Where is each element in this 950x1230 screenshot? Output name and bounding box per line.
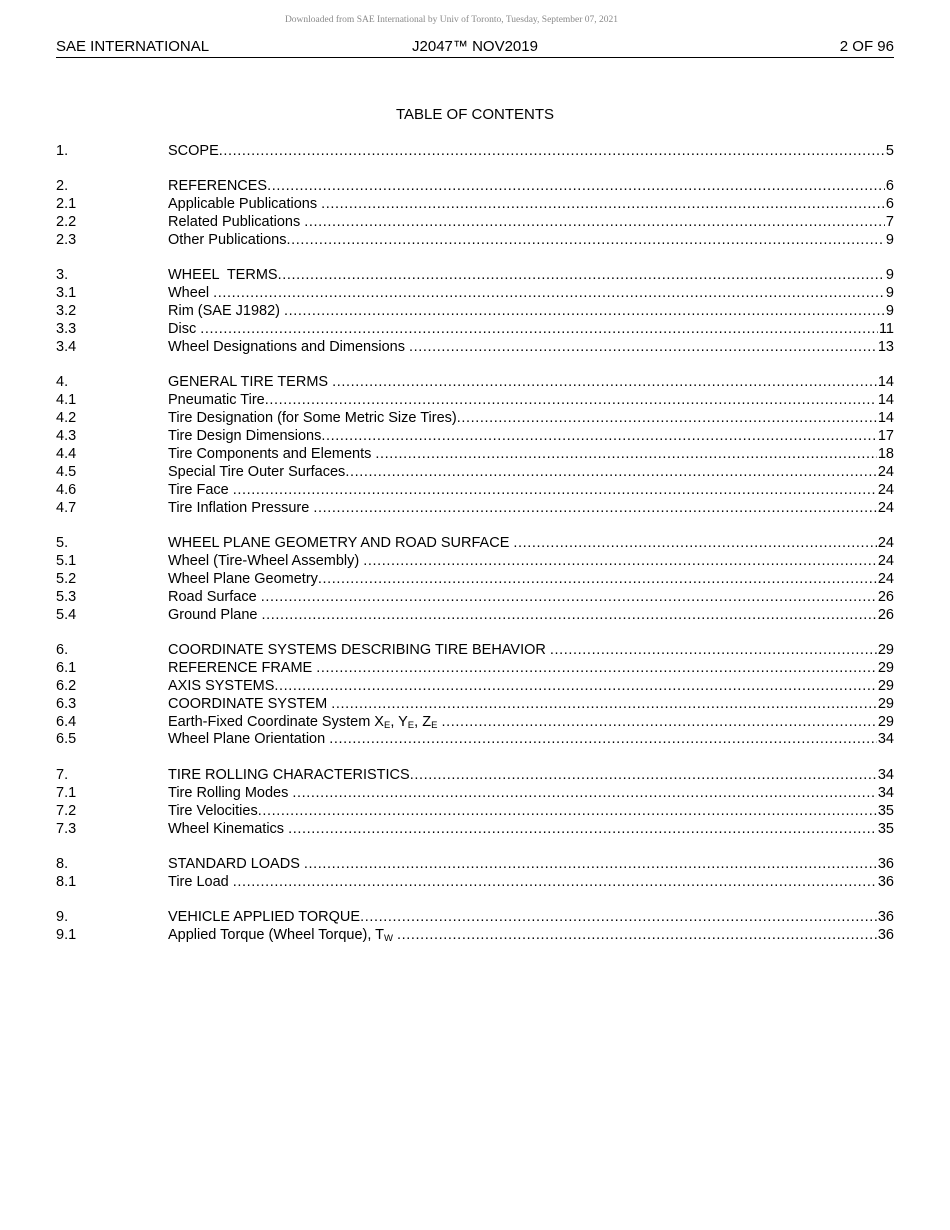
toc-entry[interactable] (56, 374, 894, 392)
toc-entry[interactable] (56, 267, 894, 285)
toc-entry-title: Applied Torque (Wheel Torque), $T_W$ (168, 927, 393, 945)
toc-entry[interactable] (56, 856, 894, 874)
toc-entry-title: Special Tire Outer Surfaces (168, 463, 346, 480)
toc-heading (0, 106, 950, 123)
toc-entry-title: SCOPE (168, 143, 219, 159)
toc-entry[interactable] (56, 535, 894, 553)
toc-entry-page: 35 (877, 820, 894, 837)
toc-entry-page: 9 (885, 267, 894, 284)
toc-entry-number: 9. (56, 909, 69, 926)
toc-leader-dots (265, 392, 877, 410)
toc-entry-number: 6.2 (56, 677, 77, 694)
toc-entry-page: 6 (885, 178, 894, 195)
toc-entry[interactable] (56, 285, 894, 303)
toc-entry-title: Tire Designation (for Some Metric Size Tires) (168, 410, 457, 427)
toc-entry-page: 34 (877, 784, 894, 801)
toc-entry-title: Tire Rolling Modes (168, 784, 293, 801)
toc-entry-page: 35 (877, 802, 894, 819)
toc-entry[interactable] (56, 607, 894, 625)
toc-entry-number: 2. (56, 178, 69, 195)
toc-leader-dots (329, 731, 877, 749)
toc-entry-page: 24 (877, 570, 894, 587)
toc-entry-number: 6.5 (56, 731, 77, 748)
publisher-name: SAE INTERNATIONAL (56, 38, 210, 55)
toc-entry-title: REFERENCES (168, 178, 268, 195)
toc-entry-number: 7.1 (56, 784, 77, 801)
toc-entry-page: 9 (885, 303, 894, 320)
toc-entry-title: Ground Plane (168, 606, 262, 623)
toc-entry-number: 5.4 (56, 606, 77, 623)
toc-leader-dots (321, 196, 885, 214)
toc-entry[interactable] (56, 303, 894, 321)
toc-leader-dots (363, 553, 877, 571)
toc-entry[interactable] (56, 571, 894, 589)
toc-entry-page: 11 (878, 321, 894, 338)
toc-entry-number: 5.1 (56, 552, 77, 569)
toc-entry-page: 24 (877, 481, 894, 498)
toc-entry[interactable] (56, 553, 894, 571)
toc-entry[interactable] (56, 874, 894, 892)
toc-entry[interactable] (56, 196, 894, 214)
page-header (56, 37, 894, 58)
toc-leader-dots (321, 428, 876, 446)
toc-entry-title: Wheel (168, 285, 214, 302)
toc-entry-page: 14 (877, 410, 894, 427)
toc-entry-page: 29 (877, 659, 894, 676)
toc-section (56, 143, 894, 161)
toc-leader-dots (292, 785, 876, 803)
toc-entry-page: 7 (885, 214, 894, 231)
toc-entry-number: 6. (56, 641, 69, 658)
toc-entry-number: 7.2 (56, 802, 77, 819)
toc-leader-dots (304, 214, 885, 232)
toc-entry[interactable] (56, 767, 894, 785)
toc-entry[interactable] (56, 927, 894, 945)
toc-entry-page: 36 (877, 873, 894, 890)
toc-entry-number: 5.3 (56, 588, 77, 605)
toc-entry-title: Road Surface (168, 588, 261, 605)
toc-section (56, 767, 894, 839)
toc-entry-page: 24 (877, 535, 894, 552)
toc-entry-number: 2.2 (56, 214, 77, 231)
toc-entry[interactable] (56, 696, 894, 714)
toc-entry-page: 24 (877, 552, 894, 569)
toc-entry-page: 36 (877, 927, 894, 944)
toc-entry-number: 3.3 (56, 321, 77, 338)
toc-leader-dots (313, 500, 877, 518)
download-watermark: Downloaded from SAE International by Univ of Toronto, Tuesday, September 07, 2021 (284, 15, 619, 25)
toc-entry-page: 34 (877, 766, 894, 783)
toc-entry-title: VEHICLE APPLIED TORQUE (168, 909, 361, 926)
toc-entry-page: 26 (877, 606, 894, 623)
toc-leader-dots (375, 446, 876, 464)
toc-entry-number: 4.3 (56, 428, 77, 445)
toc-entry[interactable] (56, 589, 894, 607)
toc-entry-title: Other Publications (168, 232, 287, 249)
toc-section (56, 267, 894, 356)
toc-entry-title: AXIS SYSTEMS (168, 677, 275, 694)
toc-entry-page: 24 (877, 463, 894, 480)
toc-leader-dots (332, 374, 877, 392)
toc-entry-number: 6.3 (56, 695, 77, 712)
toc-entry[interactable] (56, 410, 894, 428)
toc-section (56, 856, 894, 892)
document-number: J2047™ NOV2019 (412, 38, 538, 55)
toc-entry-number: 4.2 (56, 410, 77, 427)
toc-leader-dots (513, 535, 876, 553)
toc-entry-page: 26 (877, 588, 894, 605)
toc-entry-title: WHEEL PLANE GEOMETRY AND ROAD SURFACE (168, 535, 514, 552)
toc-leader-dots (278, 267, 885, 285)
toc-title: TABLE OF CONTENTS (395, 106, 555, 123)
toc-entry-number: 5. (56, 535, 69, 552)
toc-entry[interactable] (56, 785, 894, 803)
toc-entry-number: 2.3 (56, 232, 77, 249)
toc-section (56, 642, 894, 749)
toc-entry-page: 5 (885, 143, 894, 159)
toc-leader-dots (331, 696, 877, 714)
toc-entry-number: 5.2 (56, 570, 77, 587)
toc-entry[interactable] (56, 678, 894, 696)
toc-section (56, 909, 894, 945)
toc-entry-title: TIRE ROLLING CHARACTERISTICS (168, 766, 410, 783)
toc-leader-dots (318, 571, 877, 589)
toc-entry-number: 4. (56, 374, 69, 391)
toc-entry-title: REFERENCE FRAME (168, 659, 317, 676)
toc-entry[interactable] (56, 428, 894, 446)
toc-entry-title: Wheel (Tire-Wheel Assembly) (168, 552, 364, 569)
toc-entry-title: Pneumatic Tire (168, 392, 265, 409)
toc-leader-dots (261, 589, 877, 607)
toc-leader-dots (258, 803, 877, 821)
toc-leader-dots (360, 909, 877, 927)
toc-entry-title: Rim (SAE J1982) (168, 303, 285, 320)
page-number: 2 OF 96 (839, 38, 894, 55)
toc-leader-dots (316, 660, 877, 678)
toc-entry-page: 14 (877, 392, 894, 409)
toc-entry-number: 1. (56, 143, 69, 159)
toc-entry-number: 6.4 (56, 713, 77, 730)
toc-entry[interactable] (56, 642, 894, 660)
toc-entry[interactable] (56, 660, 894, 678)
toc-entry[interactable] (56, 464, 894, 482)
toc-entry-number: 3.2 (56, 303, 77, 320)
toc-leader-dots (457, 410, 877, 428)
toc-entry[interactable] (56, 731, 894, 749)
toc-entry-title: Wheel Designations and Dimensions (168, 339, 409, 356)
toc-entry-title: Tire Velocities (168, 802, 258, 819)
toc-entry-title: Tire Load (168, 873, 233, 890)
toc-entry[interactable] (56, 392, 894, 410)
toc-leader-dots (284, 303, 885, 321)
toc-entry[interactable] (56, 803, 894, 821)
toc-entry-page: 17 (877, 428, 894, 445)
toc-entry-page: 14 (877, 374, 894, 391)
toc-entry-number: 4.1 (56, 392, 77, 409)
toc-entry-title: STANDARD LOADS (168, 855, 304, 872)
toc-entry-page: 29 (877, 695, 894, 712)
table-of-contents (56, 143, 894, 962)
toc-leader-dots (345, 464, 877, 482)
toc-entry-page: 18 (877, 445, 894, 462)
toc-leader-dots (233, 874, 877, 892)
toc-entry-title: Earth-Fixed Coordinate System $X_E$, $Y_E$, $Z_E$ (168, 713, 438, 731)
toc-leader-dots (288, 821, 877, 839)
toc-entry[interactable] (56, 339, 894, 357)
toc-entry-title: COORDINATE SYSTEM (168, 695, 332, 712)
toc-entry-page: 34 (877, 731, 894, 748)
toc-entry[interactable] (56, 321, 894, 339)
toc-entry-page: 36 (877, 909, 894, 926)
toc-entry-number: 2.1 (56, 196, 77, 213)
toc-entry-title: Tire Components and Elements (168, 445, 376, 462)
toc-entry-number: 6.1 (56, 659, 77, 676)
toc-entry[interactable] (56, 821, 894, 839)
toc-leader-dots (274, 678, 876, 696)
toc-entry-page: 36 (877, 855, 894, 872)
toc-entry[interactable] (56, 446, 894, 464)
toc-entry[interactable] (56, 232, 894, 250)
toc-entry[interactable] (56, 909, 894, 927)
toc-leader-dots (410, 767, 877, 785)
toc-leader-dots (550, 642, 877, 660)
toc-entry-title: Applicable Publications (168, 196, 322, 213)
toc-leader-dots (219, 143, 885, 161)
toc-entry-number: 4.5 (56, 463, 77, 480)
toc-section (56, 374, 894, 517)
toc-leader-dots (213, 285, 885, 303)
toc-entry-page: 9 (885, 232, 894, 249)
toc-section (56, 535, 894, 624)
toc-entry-number: 7. (56, 766, 69, 783)
toc-entry-number: 3.4 (56, 339, 77, 356)
toc-entry-title: Wheel Kinematics (168, 820, 289, 837)
toc-entry-page: 29 (877, 677, 894, 694)
toc-entry-title: Tire Inflation Pressure (168, 499, 314, 516)
toc-entry-title: Related Publications (168, 214, 305, 231)
toc-entry-number: 7.3 (56, 820, 77, 837)
toc-entry-title: Disc (168, 321, 201, 338)
toc-leader-dots (286, 232, 884, 250)
toc-entry-number: 8. (56, 855, 69, 872)
toc-leader-dots (409, 339, 877, 357)
toc-entry-title: Tire Design Dimensions (168, 428, 322, 445)
toc-entry-title: Tire Face (168, 481, 233, 498)
toc-leader-dots (397, 927, 877, 948)
toc-leader-dots (233, 482, 877, 500)
toc-entry[interactable] (56, 500, 894, 518)
toc-entry-page: 9 (885, 285, 894, 302)
toc-leader-dots (304, 856, 877, 874)
toc-entry-number: 9.1 (56, 927, 77, 944)
toc-entry-page: 29 (877, 641, 894, 658)
toc-entry-page: 24 (877, 499, 894, 516)
toc-entry-title: Wheel Plane Orientation (168, 731, 330, 748)
toc-entry[interactable] (56, 714, 894, 732)
toc-section (56, 178, 894, 250)
toc-entry-number: 4.7 (56, 499, 77, 516)
toc-entry-title: Wheel Plane Geometry (168, 570, 318, 587)
toc-leader-dots (267, 178, 885, 196)
toc-leader-dots (262, 607, 877, 625)
toc-entry-page: 29 (877, 713, 894, 730)
toc-entry-number: 4.6 (56, 481, 77, 498)
toc-entry[interactable] (56, 214, 894, 232)
toc-leader-dots (200, 321, 878, 339)
toc-entry-title: WHEEL TERMS (168, 267, 278, 284)
toc-entry[interactable] (56, 482, 894, 500)
toc-entry[interactable] (56, 178, 894, 196)
toc-entry[interactable] (56, 143, 894, 161)
toc-entry-title: GENERAL TIRE TERMS (168, 374, 333, 391)
toc-entry-number: 3. (56, 267, 69, 284)
toc-entry-page: 6 (885, 196, 894, 213)
toc-entry-number: 4.4 (56, 445, 77, 462)
toc-entry-page: 13 (877, 339, 894, 356)
toc-entry-number: 8.1 (56, 873, 77, 890)
toc-entry-number: 3.1 (56, 285, 77, 302)
toc-entry-title: COORDINATE SYSTEMS DESCRIBING TIRE BEHAVIOR (168, 641, 550, 658)
